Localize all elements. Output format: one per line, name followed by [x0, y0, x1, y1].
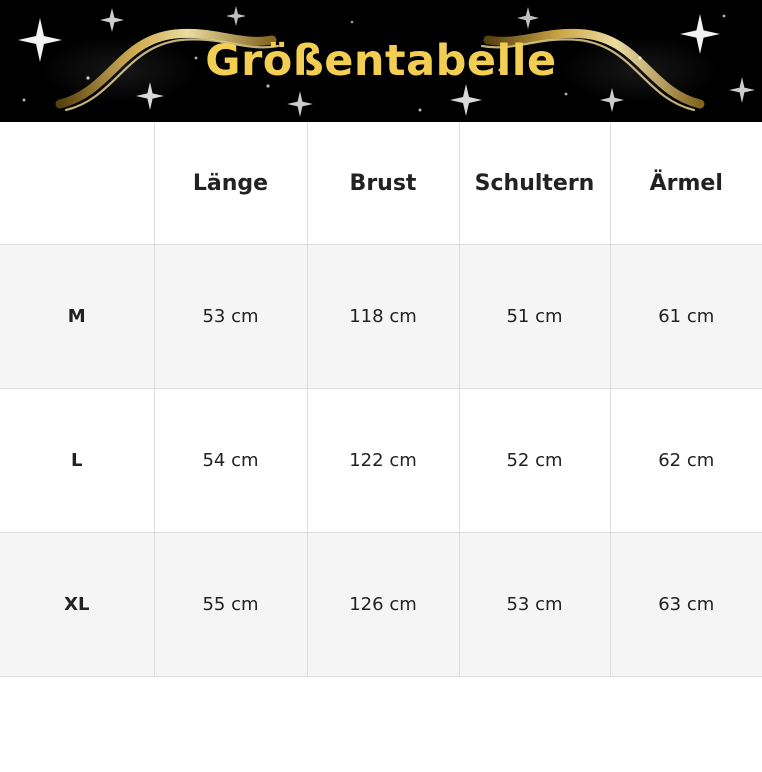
cell-laenge: 54 cm [154, 389, 307, 533]
table-header-row [0, 122, 762, 245]
cell-laenge: 55 cm [154, 533, 307, 677]
cell-laenge: 53 cm [154, 245, 307, 389]
cell-size: XL [0, 533, 154, 677]
cell-brust: 126 cm [307, 533, 459, 677]
page-title: Größentabelle [205, 36, 557, 86]
table-row [0, 533, 762, 677]
size-table [0, 122, 762, 677]
column-header-laenge: Länge [154, 122, 307, 245]
table-row [0, 245, 762, 389]
cell-schultern: 53 cm [459, 533, 610, 677]
header-banner [0, 0, 762, 122]
cell-schultern: 51 cm [459, 245, 610, 389]
column-header-aermel: Ärmel [610, 122, 762, 245]
cell-aermel: 63 cm [610, 533, 762, 677]
footer-whitespace [0, 677, 762, 772]
table-header [0, 122, 762, 245]
column-header-schultern: Schultern [459, 122, 610, 245]
cell-brust: 122 cm [307, 389, 459, 533]
cell-brust: 118 cm [307, 245, 459, 389]
column-header-brust: Brust [307, 122, 459, 245]
cell-size: M [0, 245, 154, 389]
cell-aermel: 61 cm [610, 245, 762, 389]
cell-schultern: 52 cm [459, 389, 610, 533]
cell-aermel: 62 cm [610, 389, 762, 533]
table-row [0, 389, 762, 533]
table-body [0, 245, 762, 677]
cell-size: L [0, 389, 154, 533]
column-header-size [0, 122, 154, 245]
